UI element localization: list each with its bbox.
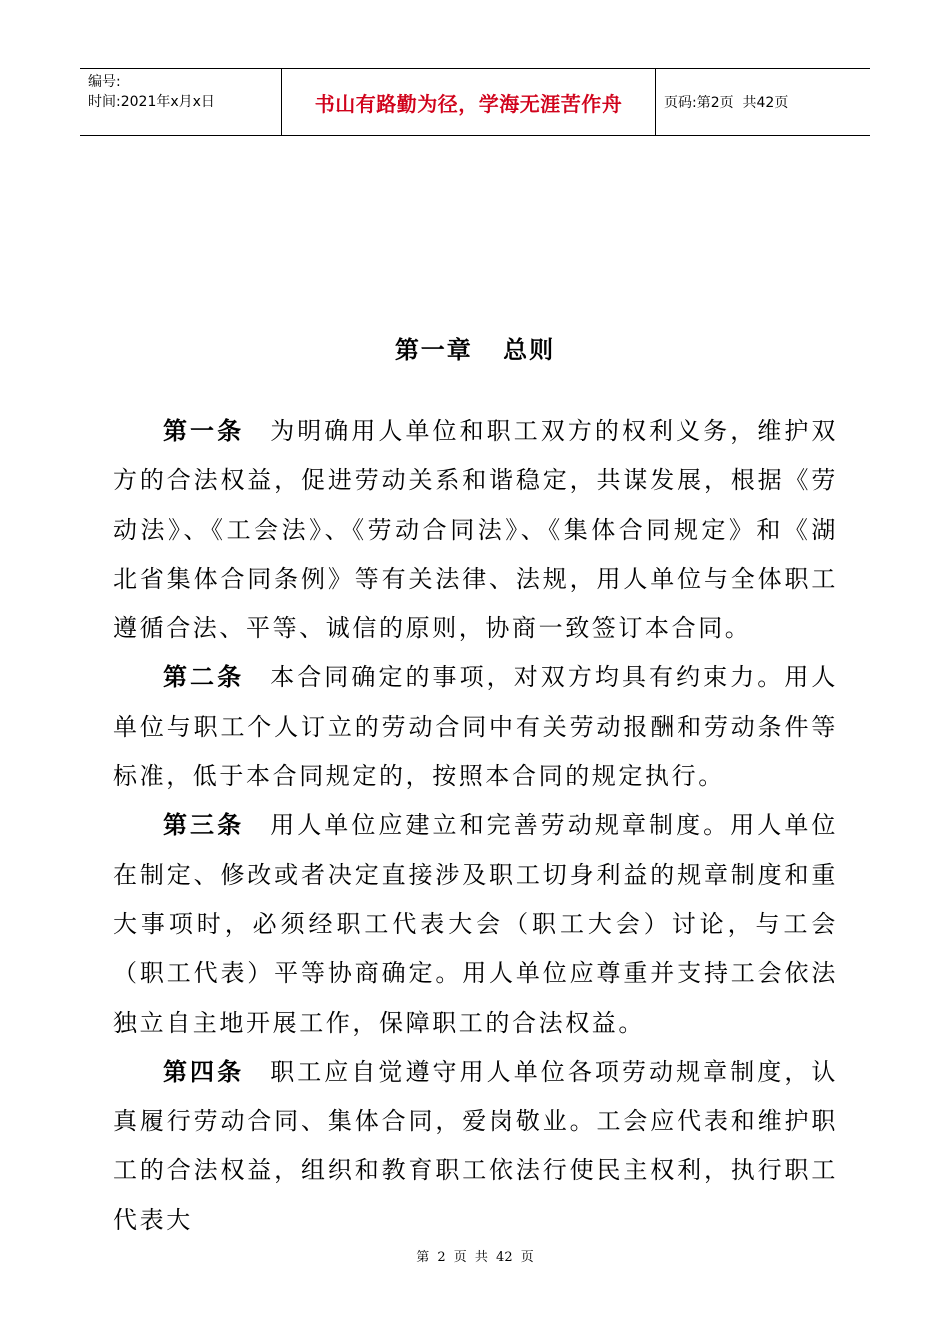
article-text: 职工应自觉遵守用人单位各项劳动规章制度，认真履行劳动合同、集体合同，爱岗敬业。工会应代表和维护职工的合法权益，组织和教育职工依法行使民主权利，执行职工代表大: [113, 1057, 838, 1234]
article-text: 用人单位应建立和完善劳动规章制度。用人单位在制定、修改或者决定直接涉及职工切身利益的规章制度和重大事项时，必须经职工代表大会（职工大会）讨论，与工会（职工代表）平等协商确定。用人单位应尊重并支持工会依法独立自主地开展工作，保障职工的合法权益。: [113, 811, 838, 1037]
article-label: 第一条: [163, 417, 245, 445]
page-footer: 第 2 页 共 42 页: [416, 1250, 534, 1265]
header-meta: [80, 69, 282, 135]
article-text: 本合同确定的事项，对双方均具有约束力。用人单位与职工个人订立的劳动合同中有关劳动报酬和劳动条件等标准，低于本合同规定的，按照本合同的规定执行。: [113, 663, 838, 791]
motto-text: 书山有路勤为径，学海无涯苦作舟: [314, 91, 623, 116]
header-page-info: [656, 69, 870, 135]
page-info-text: 页码:第2页 共42页: [664, 95, 789, 111]
date-line: 时间:2021年x月x日: [88, 94, 215, 110]
serial-number-label: 编号:: [88, 74, 121, 90]
article-text: 为明确用人单位和职工双方的权利义务，维护双方的合法权益，促进劳动关系和谐稳定，共谋发展，根据《劳动法》、《工会法》、《劳动合同法》、《集体合同规定》和《湖北省集体合同条例》等有关法律、法规，用人单位与全体职工遵循合法、平等、诚信的原则，协商一致签订本合同。: [113, 417, 838, 643]
article-3: [113, 801, 838, 1047]
page-header: [80, 68, 870, 136]
article-label: 第三条: [163, 811, 245, 840]
document-body: [113, 407, 838, 1245]
article-label: 第二条: [163, 663, 245, 692]
chapter-title: 第一章 总则: [394, 336, 556, 364]
article-4: [113, 1048, 838, 1245]
header-motto: [282, 69, 656, 135]
article-1: [113, 407, 838, 653]
article-2: [113, 653, 838, 801]
article-label: 第四条: [163, 1057, 245, 1086]
